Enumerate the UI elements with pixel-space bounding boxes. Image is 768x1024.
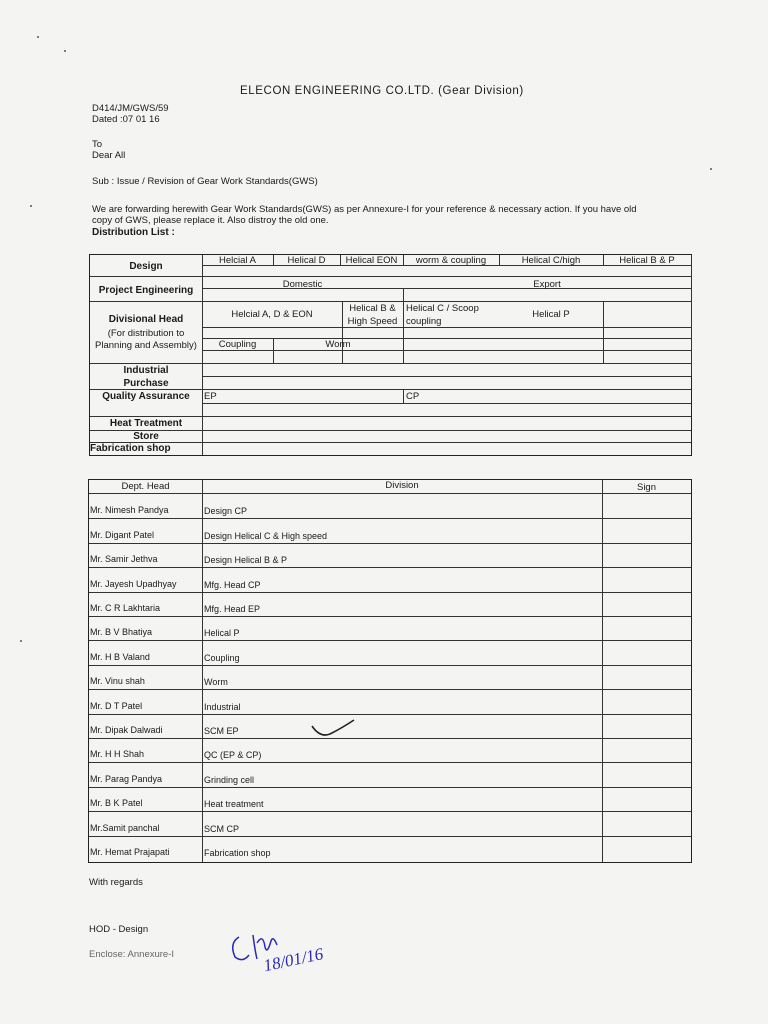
dept-head-name: Mr. Samir Jethva xyxy=(90,554,158,565)
dept-head-name: Mr. Parag Pandya xyxy=(90,773,163,784)
project-export: Export xyxy=(533,279,561,290)
header-dept-head: Dept. Head xyxy=(121,481,170,492)
dept-head-name: Mr. Jayesh Upadhyay xyxy=(90,578,177,589)
sign-cell[interactable] xyxy=(603,543,691,567)
row-divider xyxy=(202,403,691,404)
division-name: Coupling xyxy=(204,652,240,663)
div-helical-b-line1: Helical B & xyxy=(349,303,396,314)
closing-regards: With regards xyxy=(89,877,143,888)
sign-cell[interactable] xyxy=(603,811,691,835)
row-divider xyxy=(202,376,691,377)
sign-cell[interactable] xyxy=(603,714,691,738)
division-name: Mfg. Head CP xyxy=(204,579,261,590)
scan-speck xyxy=(20,640,22,642)
dept-head-name: Mr. Nimesh Pandya xyxy=(90,505,169,516)
dept-head-name: Mr. B V Bhatiya xyxy=(90,627,153,638)
header-sign: Sign xyxy=(636,482,656,493)
div-coupling: Coupling xyxy=(218,339,257,350)
table-row xyxy=(89,787,691,811)
distribution-heading: Distribution List : xyxy=(92,227,175,238)
body-line-1: We are forwarding herewith Gear Work Standards(GWS) as per Annexure-I for your reference & necessary action. If you have old xyxy=(92,204,637,215)
sign-cell[interactable] xyxy=(603,640,691,664)
dept-head-name: Mr.Samit panchal xyxy=(90,822,160,833)
sign-cell[interactable] xyxy=(603,787,691,811)
sign-cell[interactable] xyxy=(603,494,691,518)
div-worm: Worm xyxy=(325,339,351,350)
dept-head-name: Mr. Digant Patel xyxy=(90,529,155,540)
row-divider xyxy=(90,363,691,364)
col-divider xyxy=(403,301,404,363)
row-divider xyxy=(90,301,691,302)
salutation: Dear All xyxy=(92,150,126,161)
letter-date: Dated :07 01 16 xyxy=(92,114,160,125)
header-division: Division xyxy=(385,480,419,491)
handwritten-signature xyxy=(225,915,335,975)
letter-title: ELECON ENGINEERING CO.LTD. (Gear Division) xyxy=(240,85,524,97)
div-helical-c-line1: Helical C / Scoop xyxy=(406,303,479,314)
signoff-table xyxy=(88,479,692,863)
col-divider xyxy=(403,389,404,403)
dept-head-name: Mr. H H Shah xyxy=(90,749,145,760)
divisional-note-2: Planning and Assembly) xyxy=(95,340,197,351)
design-col-helical-eon: Helical EON xyxy=(345,255,398,266)
checkmark-icon xyxy=(308,716,358,740)
table-row xyxy=(89,738,691,762)
design-col-helical-a: Helcial A xyxy=(219,255,256,266)
row-divider xyxy=(202,350,691,351)
table-row xyxy=(89,592,691,616)
to-label: To xyxy=(92,139,103,150)
division-name: Worm xyxy=(204,677,228,688)
closing-hod: HOD - Design xyxy=(89,924,149,935)
sign-cell[interactable] xyxy=(603,616,691,640)
row-label-quality-assurance: Quality Assurance xyxy=(102,391,190,402)
div-helical-ade: Helcial A, D & EON xyxy=(231,309,313,320)
sign-cell[interactable] xyxy=(603,762,691,786)
table-row xyxy=(89,836,691,860)
dept-head-name: Mr. D T Patel xyxy=(90,700,143,711)
row-divider xyxy=(90,389,691,390)
dept-head-name: Mr. H B Valand xyxy=(90,651,150,662)
reference-number: D414/JM/GWS/59 xyxy=(92,103,169,114)
division-name: Design Helical B & P xyxy=(204,555,288,566)
division-name: Industrial xyxy=(204,701,241,712)
table-row xyxy=(89,518,691,542)
scan-speck xyxy=(30,205,32,207)
col-divider xyxy=(691,255,692,376)
row-label-design: Design xyxy=(129,261,163,272)
dept-head-name: Mr. Vinu shah xyxy=(90,676,145,687)
row-label-heat-treatment: Heat Treatment xyxy=(109,418,183,429)
subject-line: Sub : Issue / Revision of Gear Work Standards(GWS) xyxy=(92,176,318,187)
row-divider xyxy=(90,276,691,277)
sign-cell[interactable] xyxy=(603,518,691,542)
project-domestic: Domestic xyxy=(282,279,323,290)
row-divider xyxy=(202,327,691,328)
dept-head-name: Mr. C R Lakhtaria xyxy=(90,602,161,613)
table-row xyxy=(89,567,691,591)
dept-head-name: Mr. Dipak Dalwadi xyxy=(90,724,163,735)
qa-cp: CP xyxy=(406,391,420,402)
division-name: Grinding cell xyxy=(204,774,255,785)
body-line-2: copy of GWS, please replace it. Also distroy the old one. xyxy=(92,215,329,226)
row-label-store: Store xyxy=(133,431,159,442)
row-label-industrial: Industrial xyxy=(123,365,169,376)
division-name: Helical P xyxy=(204,628,240,639)
design-col-worm-coupling: worm & coupling xyxy=(415,255,487,266)
scan-speck xyxy=(64,50,66,52)
div-helical-b-line2: High Speed xyxy=(347,316,398,327)
div-helical-p: Helical P xyxy=(532,309,570,320)
div-helical-c-line2: coupling xyxy=(406,316,442,327)
distribution-table xyxy=(89,254,692,456)
division-name: Heat treatment xyxy=(204,799,264,810)
table-row xyxy=(89,640,691,664)
division-name: Fabrication shop xyxy=(204,847,271,858)
handwritten-date: 18/01/16 xyxy=(261,944,325,975)
sign-cell[interactable] xyxy=(603,567,691,591)
table-row xyxy=(89,494,691,518)
division-name: QC (EP & CP) xyxy=(204,750,262,761)
scan-speck xyxy=(710,168,712,170)
row-divider xyxy=(90,416,691,417)
scan-speck xyxy=(37,36,39,38)
division-name: SCM EP xyxy=(204,725,239,736)
table-row xyxy=(89,543,691,567)
col-divider xyxy=(603,301,604,363)
dept-head-name: Mr. Hemat Prajapati xyxy=(90,846,170,857)
row-label-project-engineering: Project Engineering xyxy=(98,285,194,296)
sign-cell[interactable] xyxy=(603,592,691,616)
division-name: Design CP xyxy=(204,506,248,517)
table-row xyxy=(89,714,691,738)
design-col-helical-c-high: Helical C/high xyxy=(521,255,581,266)
design-col-helical-b-p: Helical B & P xyxy=(619,255,675,266)
division-name: Mfg. Head EP xyxy=(204,603,261,614)
table-row xyxy=(89,689,691,713)
table-row xyxy=(89,811,691,835)
sign-cell[interactable] xyxy=(603,665,691,689)
sign-cell[interactable] xyxy=(603,738,691,762)
row-label-purchase: Purchase xyxy=(123,378,169,389)
dept-head-name: Mr. B K Patel xyxy=(90,798,143,809)
table-row xyxy=(89,616,691,640)
division-name: SCM CP xyxy=(204,823,240,834)
sign-cell[interactable] xyxy=(603,836,691,860)
division-name: Design Helical C & High speed xyxy=(204,530,328,541)
divisional-note-1: (For distribution to xyxy=(107,328,185,339)
qa-ep: EP xyxy=(204,391,217,402)
design-col-helical-d: Helical D xyxy=(287,255,326,266)
sign-cell[interactable] xyxy=(603,689,691,713)
row-label-fabrication-shop: Fabrication shop xyxy=(90,443,171,454)
table-row xyxy=(89,762,691,786)
closing-enclosure: Enclose: Annexure-I xyxy=(89,949,175,960)
table-row xyxy=(89,665,691,689)
row-label-divisional-head: Divisional Head xyxy=(108,314,184,325)
